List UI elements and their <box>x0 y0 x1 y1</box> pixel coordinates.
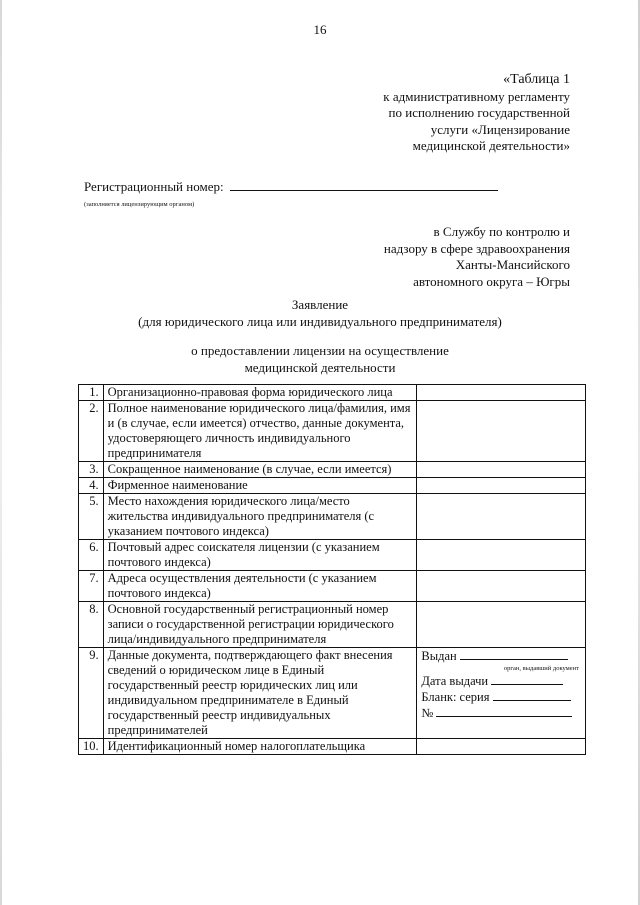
row-number: 8. <box>79 602 104 648</box>
row-number: 3. <box>79 462 104 478</box>
row-number: 10. <box>79 739 104 755</box>
row-value-cell[interactable] <box>417 540 586 571</box>
addressee-line: Ханты-Мансийского <box>455 257 570 272</box>
row-value-cell[interactable] <box>417 478 586 494</box>
document-subject <box>70 343 570 376</box>
addressee-block <box>384 224 570 290</box>
issue-date-label: Дата выдачи <box>421 674 489 688</box>
row-label: Фирменное наименование <box>103 478 417 494</box>
row-value-cell[interactable] <box>417 494 586 540</box>
document-title: Заявление <box>291 297 349 312</box>
row-label: Основной государственный регистрационный номер записи о государственной регистрации юридического лица/индивидуального предпринимателя <box>103 602 417 648</box>
document-details-cell <box>417 648 586 739</box>
appendix-line: к административному регламенту <box>383 88 570 104</box>
application-form-table <box>78 384 586 755</box>
form-number-label: № <box>421 706 434 720</box>
appendix-line: по исполнению государственной <box>388 105 570 120</box>
row-value-cell[interactable] <box>417 401 586 462</box>
row-number: 7. <box>79 571 104 602</box>
row-label: Данные документа, подтверждающего факт внесения сведений о юридическом лице в Единый государственный реестр юридических лиц или индивидуальном предпринимателе в Единый государственный реестр индивидуальных предпринимателей <box>103 648 417 739</box>
row-number: 5. <box>79 494 104 540</box>
table-row <box>79 739 586 755</box>
issue-date-field[interactable] <box>491 673 563 685</box>
row-label: Адреса осуществления деятельности (с указанием почтового индекса) <box>103 571 417 602</box>
addressee-line: надзору в сфере здравоохранения <box>383 240 570 256</box>
registration-number-label: Регистрационный номер: <box>84 179 224 194</box>
appendix-line: «Таблица 1 <box>503 72 570 87</box>
appendix-reference <box>383 72 570 155</box>
issued-by-note: орган, выдавший документ <box>503 665 579 672</box>
table-row <box>79 602 586 648</box>
subject-line: медицинской деятельности <box>244 359 396 375</box>
row-label: Сокращенное наименование (в случае, если имеется) <box>103 462 417 478</box>
table-row <box>79 462 586 478</box>
table-row <box>79 648 586 739</box>
subject-line: о предоставлении лицензии на осуществление <box>191 343 449 358</box>
row-value-cell[interactable] <box>417 462 586 478</box>
addressee-line: автономного округа – Югры <box>413 273 570 289</box>
row-number: 6. <box>79 540 104 571</box>
form-series-field[interactable] <box>493 689 571 701</box>
document-subtitle: (для юридического лица или индивидуального предпринимателя) <box>138 313 502 329</box>
row-label: Полное наименование юридического лица/фамилия, имя и (в случае, если имеется) отчество, данные документа, удостоверяющего личность индивидуального предпринимателя <box>103 401 417 462</box>
document-title-block <box>70 297 570 330</box>
issued-label: Выдан <box>421 649 457 663</box>
row-label: Место нахождения юридического лица/место жительства индивидуального предпринимателя (с указанием почтового индекса) <box>103 494 417 540</box>
table-row <box>79 401 586 462</box>
appendix-line: услуги «Лицензирование <box>430 121 570 137</box>
table-row <box>79 478 586 494</box>
row-number: 1. <box>79 385 104 401</box>
table-row <box>79 571 586 602</box>
form-series-label: Бланк: серия <box>421 690 490 704</box>
registration-number-row <box>84 178 498 195</box>
row-label: Идентификационный номер налогоплательщика <box>103 739 417 755</box>
addressee-line: в Службу по контролю и <box>433 224 570 239</box>
issued-by-field[interactable] <box>460 648 568 660</box>
row-value-cell[interactable] <box>417 385 586 401</box>
table-row <box>79 540 586 571</box>
row-value-cell[interactable] <box>417 739 586 755</box>
page-number: 16 <box>313 22 327 37</box>
row-value-cell[interactable] <box>417 571 586 602</box>
form-number-field[interactable] <box>436 705 572 717</box>
scan-edge-left <box>0 0 2 905</box>
row-number: 4. <box>79 478 104 494</box>
row-value-cell[interactable] <box>417 602 586 648</box>
registration-number-note: (заполняется лицензирующим органом) <box>84 201 195 208</box>
appendix-line: медицинской деятельности» <box>412 138 570 153</box>
row-label: Организационно-правовая форма юридического лица <box>103 385 417 401</box>
row-number: 9. <box>79 648 104 739</box>
registration-number-field[interactable] <box>230 178 498 191</box>
row-number: 2. <box>79 401 104 462</box>
table-row <box>79 494 586 540</box>
table-row <box>79 385 586 401</box>
row-label: Почтовый адрес соискателя лицензии (с указанием почтового индекса) <box>103 540 417 571</box>
